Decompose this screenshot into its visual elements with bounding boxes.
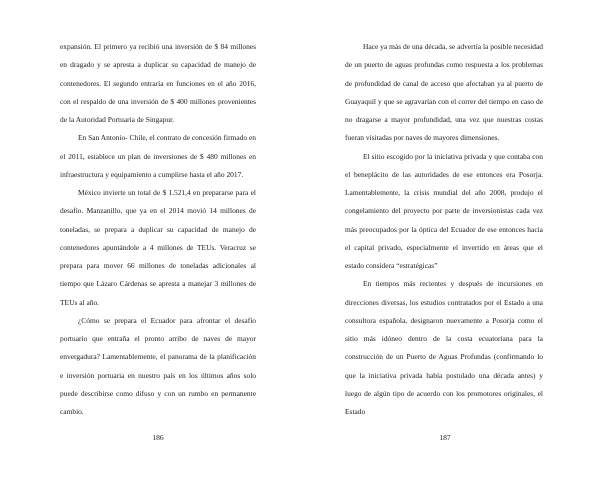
- left-paragraph-1: expansión. El primero ya recibió una inversión de $ 84 millones en dragado y se apresta a duplicar su capacidad de manejo de contenedores. El segundo entraría en funciones en el año 2016, con el respaldo de una inversión de $ 400 millones provenientes de la Autoridad Portuaria de Singapur.: [60, 42, 256, 124]
- left-page-text: [60, 38, 256, 421]
- right-page-text: [345, 38, 543, 421]
- right-paragraph-3: En tiempos más recientes y después de incursiones en direcciones diversas, los estudios contratados por el Estado a una consultora española, designaron nuevamente a Posorja como el sitio más idóneo dentro de la costa ecuatoriana para la construcción de un Puerto de Aguas Profundas (confirmando lo que la iniciativa privada había postulado una década antes) y luego de algún tipo de acuerdo con los promotores originales, el Estado: [345, 279, 543, 416]
- right-paragraph-1: Hace ya más de una década, se advertía la posible necesidad de un puerto de aguas profundas como respuesta a los problemas de profundidad de canal de acceso que afectaban ya al puerto de Guayaquil y que se agravarían con el correr del tiempo en caso de no dragarse a mayor profundidad, una vez que nuestras costas fueran visitadas por naves de mayores dimensiones.: [345, 42, 543, 143]
- right-page-number: 187: [439, 433, 451, 442]
- right-paragraph-2: El sitio escogido por la iniciativa privada y que contaba con el beneplácito de las autoridades de ese entonces era Posorja. Lamentablemente, la crisis mundial del año 2008, produjo el congelamiento del proyecto por parte de inversionistas cada vez más preocupados por la óptica del Ecuador de ese entonces hacia el capital privado, especialmente el invertido en áreas que el estado considera “estratégicas”: [345, 151, 543, 270]
- left-paragraph-3: México invierte un total de $ 1.521,4 en prepararse para el desafío. Manzanillo, que ya en el 2014 movió 14 millones de toneladas, se prepara a duplicar su capacidad de manejo de contenedores apuntándole a 4 millones de TEUs. Veracruz se prepara para mover 66 millones de toneladas adicionales al tiempo que Lázaro Cárdenas se apresta a manejar 3 millones de TEUs al año.: [60, 188, 256, 307]
- left-paragraph-4: ¿Cómo se prepara el Ecuador para afrontar el desafío portuario que entraña el pronto arribo de naves de mayor envergadura? Lamentablemente, el panorama de la planificación e inversión portuaria en nuestro país en los últimos años solo puede describirse como difuso y con un rumbo en permanente cambio.: [60, 315, 256, 416]
- left-paragraph-2: En San Antonio- Chile, el contrato de concesión firmado en el 2011, establece un plan de inversiones de $ 480 millones en infraestructura y equipamiento a cumplirse hasta el año 2017.: [60, 133, 256, 179]
- left-page-number: 186: [152, 433, 164, 442]
